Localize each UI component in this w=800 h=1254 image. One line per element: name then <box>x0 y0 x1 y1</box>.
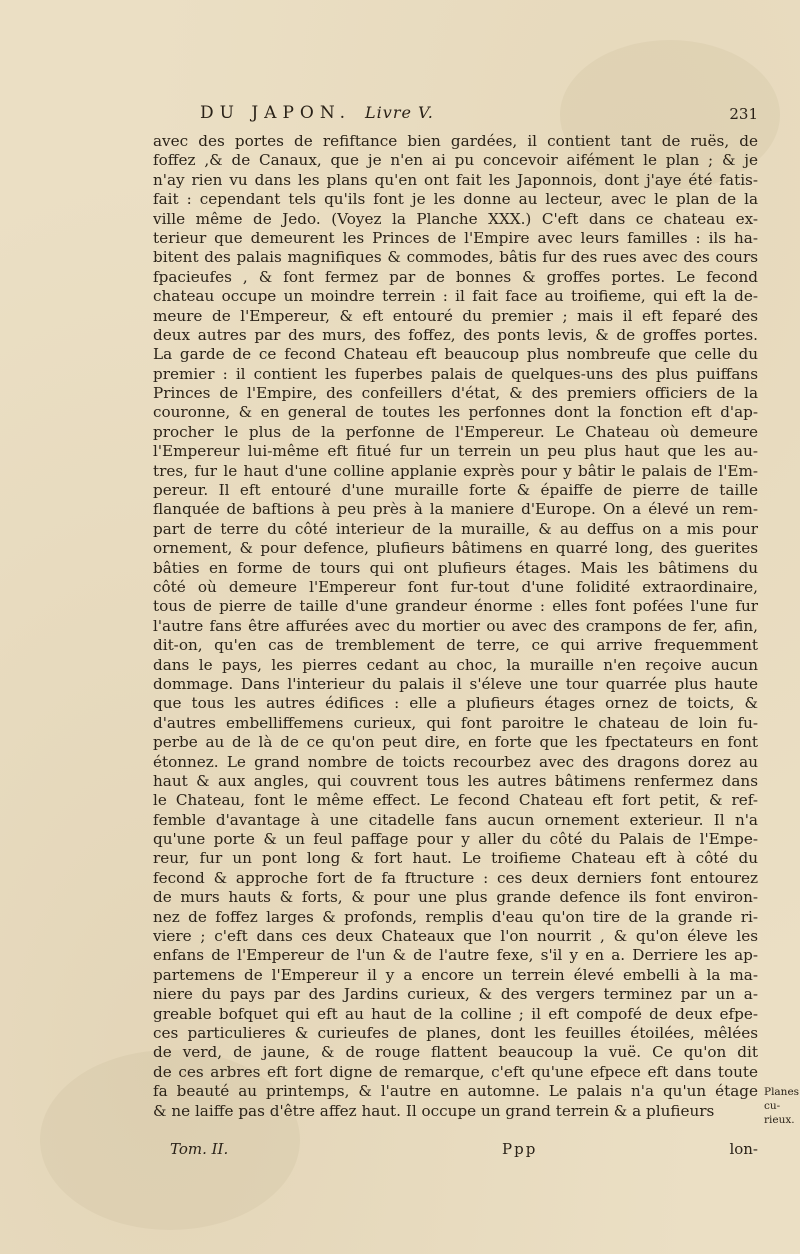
text-line: procher le plus de la perfonne de l'Empereur. Le Chateau où demeure <box>153 422 758 441</box>
text-line: l'autre fans être affurées avec du mortier ou avec des crampons de fer, afin, <box>153 616 758 635</box>
text-line: La garde de ce fecond Chateau eft beaucoup plus nombreufe que celle du <box>153 345 758 364</box>
text-line: & ne laiffe pas d'être affez haut. Il occupe un grand terrein & a plufieurs <box>153 1101 715 1120</box>
text-line: fait : cependant tels qu'ils font je les donne au lecteur, avec le plan de la <box>153 190 758 209</box>
page-footer <box>170 1140 758 1162</box>
text-line: premier : il contient les fuperbes palais de quelques-uns des plus puiffans <box>153 364 758 383</box>
page-number: 231 <box>729 105 758 123</box>
text-line: terieur que demeurent les Princes de l'Empire avec leurs familles : ils ha- <box>153 228 758 247</box>
tome-label: Tom. II. <box>170 1140 229 1158</box>
text-line: n'ay rien vu dans les plans qu'en ont fait les Japonnois, dont j'aye été fatis- <box>153 170 758 189</box>
text-line: étonnez. Le grand nombre de toicts recourbez avec des dragons dorez au <box>153 752 758 771</box>
text-line: de verd, de jaune, & de rouge flattent beaucoup la vuë. Ce qu'on dit <box>153 1043 758 1062</box>
text-line: perbe au de là de ce qu'on peut dire, en forte que les fpectateurs en font <box>153 733 758 752</box>
margin-note-line: Planes cu- <box>764 1086 800 1112</box>
text-line: nez de foffez larges & profonds, remplis d'eau qu'on tire de la grande ri- <box>153 907 758 926</box>
text-line: tres, fur le haut d'une colline applanie exprès pour y bâtir le palais de l'Em- <box>153 461 758 480</box>
text-line: pereur. Il eft entouré d'une muraille forte & épaiffe de pierre de taille <box>153 481 758 500</box>
text-line: viere ; c'eft dans ces deux Chateaux que l'on nourrit , & qu'on éleve les <box>153 927 758 946</box>
margin-note-line: rieux. <box>764 1114 795 1126</box>
text-line: Princes de l'Empire, des confeillers d'état, & des premiers officiers de la <box>153 384 758 403</box>
text-line: de ces arbres eft fort digne de remarque, c'eft qu'une efpece eft dans toute <box>153 1062 758 1081</box>
text-line: de murs hauts & forts, & pour une plus grande defence ils font environ- <box>153 888 758 907</box>
running-head: DU JAPON. Livre V. <box>200 103 434 123</box>
text-line: fecond & approche fort de fa ftructure : ces deux derniers font entourez <box>153 868 758 887</box>
text-line: bitent des palais magnifiques & commodes, bâtis fur des rues avec des cours <box>153 248 758 267</box>
text-line: deux autres par des murs, des foffez, des ponts levis, & de groffes portes. <box>153 325 758 344</box>
text-line: meure de l'Empereur, & eft entouré du premier ; mais il eft feparé des <box>153 306 758 325</box>
text-line: foffez ,& de Canaux, que je n'en ai pu concevoir aifément le plan ; & je <box>153 151 758 170</box>
text-line: bâties en forme de tours qui ont plufieurs étages. Mais les bâtimens du <box>153 558 758 577</box>
text-line: fpacieufes , & font fermez par de bonnes & groffes portes. Le fecond <box>153 267 758 286</box>
text-line: que tous les autres édifices : elle a plufieurs étages ornez de toicts, & <box>153 694 758 713</box>
body-text <box>153 132 758 1121</box>
text-line: dans le pays, les pierres cedant au choc, la muraille n'en reçoive aucun <box>153 655 758 674</box>
text-line: enfans de l'Empereur de l'un & de l'autre fexe, s'il y en a. Derriere les ap- <box>153 946 758 965</box>
page-header <box>200 103 758 131</box>
margin-note <box>764 1085 800 1127</box>
text-line: ornement, & pour defence, plufieurs bâtimens en quarré long, des guerites <box>153 539 758 558</box>
book-label: Livre V. <box>365 103 434 122</box>
text-line: dit-on, qu'en cas de tremblement de terre, ce qui arrive frequemment <box>153 636 758 655</box>
text-line: chateau occupe un moindre terrein : il fait face au troifieme, qui eft la de- <box>153 287 758 306</box>
text-line: niere du pays par des Jardins curieux, & des vergers terminez par un a- <box>153 985 758 1004</box>
text-line: le Chateau, font le même effect. Le fecond Chateau eft fort petit, & ref- <box>153 791 758 810</box>
text-line: partemens de l'Empereur il y a encore un terrein élevé embelli à la ma- <box>153 965 758 984</box>
text-line: fa beauté au printemps, & l'autre en automne. Le palais n'a qu'un étage <box>153 1082 758 1101</box>
text-line: qu'une porte & un feul paffage pour y aller du côté du Palais de l'Empe- <box>153 830 758 849</box>
text-line: greable bofquet qui eft au haut de la colline ; il eft compofé de deux efpe- <box>153 1004 758 1023</box>
text-line: tous de pierre de taille d'une grandeur énorme : elles font pofées l'une fur <box>153 597 758 616</box>
text-line: ville même de Jedo. (Voyez la Planche XXX.) C'eft dans ce chateau ex- <box>153 209 758 228</box>
text-line: l'Empereur lui-même eft fitué fur un terrein un peu plus haut que les au- <box>153 442 758 461</box>
text-line: femble d'avantage à une citadelle fans aucun ornement exterieur. Il n'a <box>153 810 758 829</box>
text-line: couronne, & en general de toutes les perfonnes dont la fonction eft d'ap- <box>153 403 758 422</box>
catchword: lon- <box>729 1140 758 1158</box>
text-line: haut & aux angles, qui couvrent tous les autres bâtimens renfermez dans <box>153 771 758 790</box>
text-line: ces particulieres & curieufes de planes, dont les feuilles étoilées, mêlées <box>153 1023 758 1042</box>
text-line: d'autres embelliffemens curieux, qui font paroitre le chateau de loin fu- <box>153 713 758 732</box>
text-line: côté où demeure l'Empereur font fur-tout d'une folidité extraordinaire, <box>153 577 758 596</box>
signature-mark: Ppp <box>502 1140 538 1158</box>
text-line: reur, fur un pont long & fort haut. Le troifieme Chateau eft à côté du <box>153 849 758 868</box>
text-line: flanquée de baftions à peu près à la maniere d'Europe. On a élevé un rem- <box>153 500 758 519</box>
text-line: part de terre du côté interieur de la muraille, & au deffus on a mis pour <box>153 519 758 538</box>
text-line: avec des portes de refiftance bien gardées, il contient tant de ruës, de <box>153 132 758 150</box>
text-line: dommage. Dans l'interieur du palais il s'éleve une tour quarrée plus haute <box>153 674 758 693</box>
